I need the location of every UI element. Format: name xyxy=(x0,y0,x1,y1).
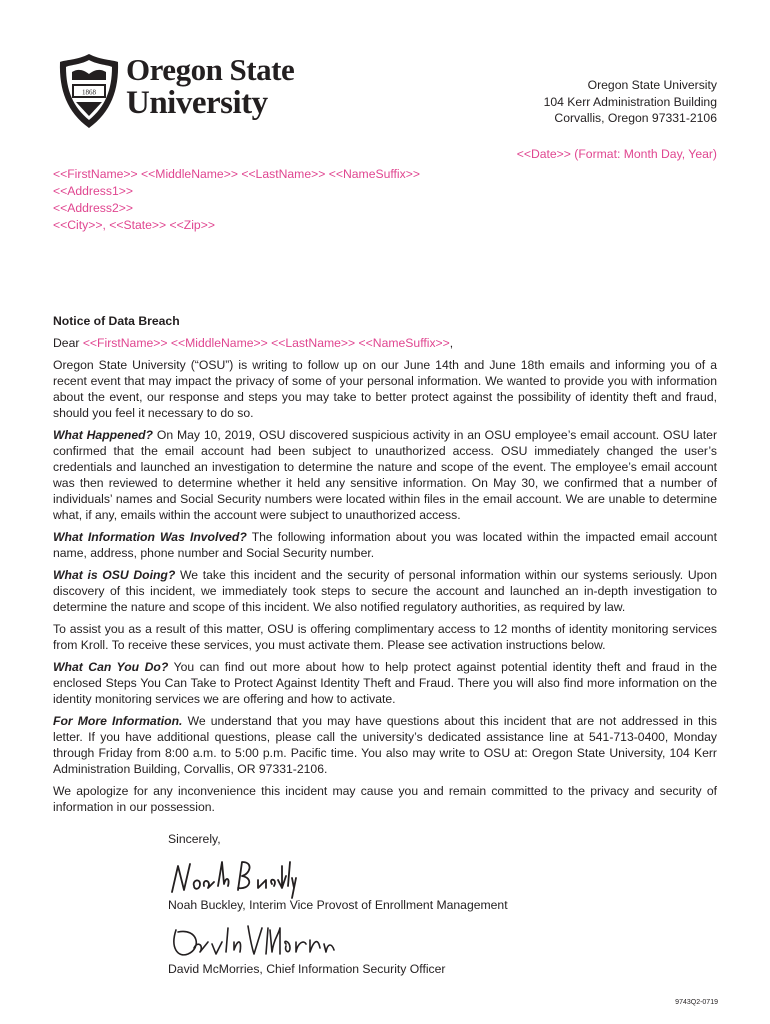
return-address-line: 104 Kerr Administration Building xyxy=(543,94,717,109)
recipient-city-state-zip: <<City>>, <<State>> <<Zip>> xyxy=(53,218,215,232)
what-info-paragraph: What Information Was Involved? The following information about you was located within the impacted email account name, address, phone number and Social Security number. xyxy=(53,530,717,560)
more-info-paragraph: For More Information. We understand that you may have questions about this incident that are not addressed in this letter. If you have additional questions, please call the university’s dedicated assistance line at 541-713-0400, Monday through Friday from 8:00 a.m. to 5:00 p.m. Pacific time. You also may write to OSU at: Oregon State University, 104 Kerr Administration Building, Corvallis, OR 97331-2106. xyxy=(53,714,717,776)
return-address xyxy=(544,77,717,127)
what-happened-paragraph: What Happened? On May 10, 2019, OSU discovered suspicious activity in an OSU employee’s email account. OSU later confirmed that the email account had been subject to unauthorized access. OSU immediately changed the user’s credentials and launched an investigation to determine the nature and scope of the event. The employee’s email account was then reviewed to determine whether it held any sensitive information. On May 30, we confirmed that a number of individuals’ names and Social Security numbers were located within files in the email account. We are unable to determine what, if any, emails within the account were subject to unauthorized access. xyxy=(53,428,718,522)
return-address-line: Corvallis, Oregon 97331-2106 xyxy=(554,111,717,125)
recipient-address1: <<Address1>> xyxy=(53,184,133,198)
osu-doing-paragraph: What is OSU Doing? We take this incident and the security of personal information within our systems seriously. Upon discovery of this incident, we immediately took steps to secure the account and launched an in-depth investigation to determine the nature and scope of this incident. We also notified regulatory authorities, as required by law. xyxy=(53,568,717,614)
recipient-address2: <<Address2>> xyxy=(53,201,133,215)
osu-logo xyxy=(56,50,326,132)
return-address-line: Oregon State University xyxy=(587,78,717,92)
signatory-2: David McMorries, Chief Information Security Officer xyxy=(168,962,446,976)
can-do-paragraph: What Can You Do? You can find out more about how to help protect against potential identity theft and fraud in the enclosed Steps You Can Take to Protect Against Identity Theft and Fraud. There you will also find more information on the identity monitoring services we are offering and how to activate. xyxy=(53,660,717,706)
letter-title: Notice of Data Breach xyxy=(53,314,180,328)
signature-noah-buckley xyxy=(168,856,298,900)
apology-paragraph: We apologize for any inconvenience this incident may cause you and remain committed to the privacy and security of information in our possession. xyxy=(53,784,717,814)
salutation-name: <<FirstName>> <<MiddleName>> <<LastName>> <<NameSuffix>> xyxy=(82,336,450,350)
assist-paragraph: To assist you as a result of this matter, OSU is offering complimentary access to 12 months of identity monitoring services from Kroll. To receive these services, you must activate them. Please see activation instructions below. xyxy=(53,622,717,652)
what-info-heading: What Information Was Involved? xyxy=(53,530,247,544)
osu-seal-icon xyxy=(56,50,122,132)
recipient-address xyxy=(53,166,420,234)
osu-doing-heading: What is OSU Doing? xyxy=(53,568,176,582)
recipient-name: <<FirstName>> <<MiddleName>> <<LastName>> <<NameSuffix>> xyxy=(53,167,420,181)
intro-paragraph: Oregon State University (“OSU”) is writing to follow up on our June 14th and June 18th emails and informing you of a recent event that may impact the privacy of some of your personal information. We wanted to provide you with information about the event, our response and steps you may take to better protect against the possibility of identity theft and fraud, should you feel it necessary to do so. xyxy=(53,358,717,420)
can-do-heading: What Can You Do? xyxy=(53,660,169,674)
document-code: 9743Q2-0719 xyxy=(675,999,718,1006)
logo-wordmark-line2: University xyxy=(126,85,268,121)
logo-wordmark-line1: Oregon State xyxy=(126,52,295,87)
salutation: Dear <<FirstName>> <<MiddleName>> <<LastName>> <<NameSuffix>>, xyxy=(53,336,454,350)
signature-david-mcmorries xyxy=(168,918,338,962)
svg-text:1868: 1868 xyxy=(82,88,96,97)
what-happened-heading: What Happened? xyxy=(53,428,153,442)
more-info-heading: For More Information. xyxy=(53,714,183,728)
letter-body xyxy=(53,313,717,821)
signatory-1: Noah Buckley, Interim Vice Provost of Enrollment Management xyxy=(168,898,508,912)
letter-date: <<Date>> (Format: Month Day, Year) xyxy=(516,147,717,161)
closing: Sincerely, xyxy=(168,832,221,846)
